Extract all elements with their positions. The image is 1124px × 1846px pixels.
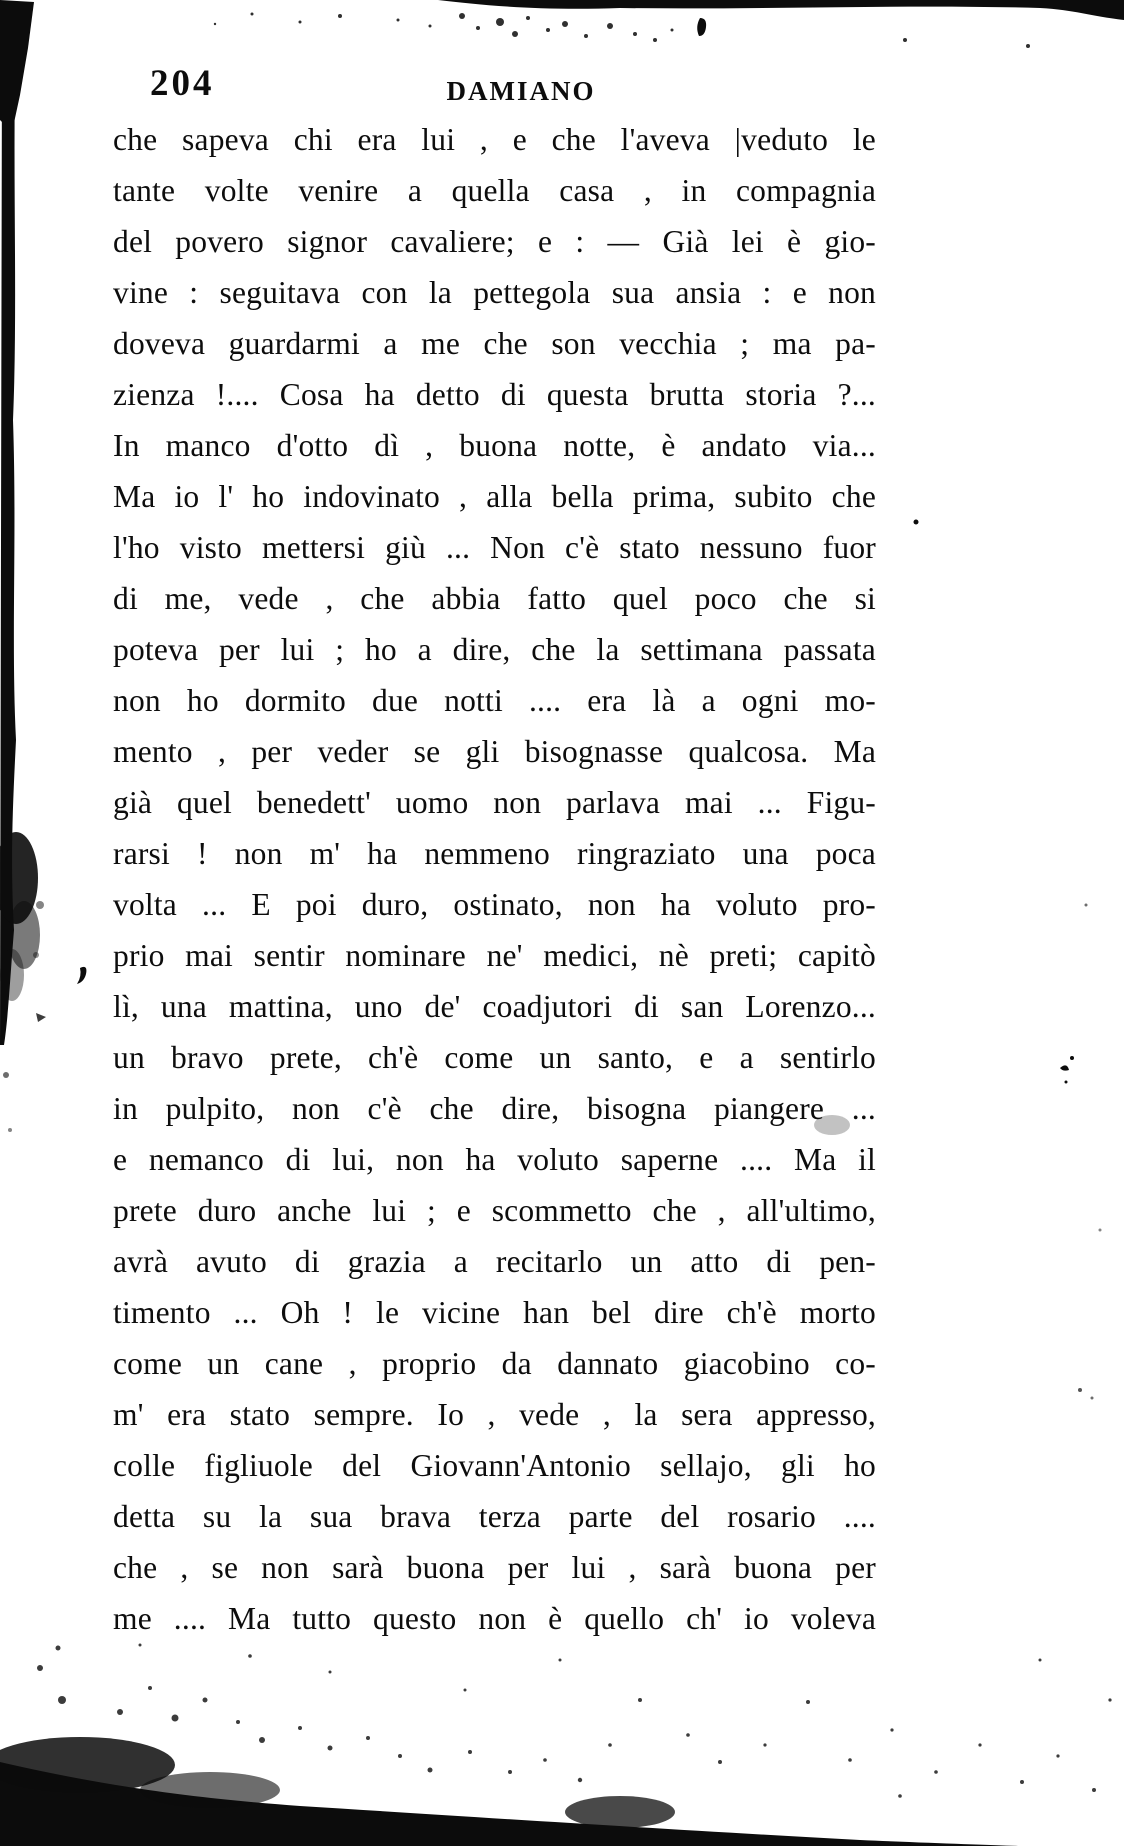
text-line: di me, vede , che abbia fatto quel poco che si — [113, 581, 876, 616]
text-line: mento , per veder se gli bisognasse qualcosa. Ma — [113, 734, 876, 769]
text-line: che , se non sarà buona per lui , sarà buona per — [113, 1550, 876, 1585]
text-line: prio mai sentir nominare ne' medici, nè preti; capitò — [113, 938, 876, 973]
text-line: tante volte venire a quella casa , in compagnia — [113, 173, 876, 208]
text-line: l'ho visto mettersi giù ... Non c'è stato nessuno fuor — [113, 530, 876, 565]
text-line: poteva per lui ; ho a dire, che la settimana passata — [113, 632, 876, 667]
text-line: me .... Ma tutto questo non è quello ch' io voleva — [113, 1601, 876, 1636]
text-line: non ho dormito due notti .... era là a ogni mo- — [113, 683, 876, 718]
text-line: già quel benedett' uomo non parlava mai ... Figu- — [113, 785, 876, 820]
text-line: colle figliuole del Giovann'Antonio sellajo, gli ho — [113, 1448, 876, 1483]
text-line: lì, una mattina, uno de' coadjutori di san Lorenzo... — [113, 989, 876, 1024]
text-line: doveva guardarmi a me che son vecchia ; ma pa- — [113, 326, 876, 361]
text-line: che sapeva chi era lui , e che l'aveva |veduto le — [113, 122, 876, 157]
text-line: un bravo prete, ch'è come un santo, e a sentirlo — [113, 1040, 876, 1075]
text-line: come un cane , proprio da dannato giacobino co- — [113, 1346, 876, 1381]
text-line: m' era stato sempre. Io , vede , la sera appresso, — [113, 1397, 876, 1432]
page-number: 204 — [150, 63, 215, 104]
text-line: in pulpito, non c'è che dire, bisogna piangere ... — [113, 1091, 876, 1126]
text-line: rarsi ! non m' ha nemmeno ringraziato una poca — [113, 836, 876, 871]
text-line: zienza !.... Cosa ha detto di questa brutta storia ?... — [113, 377, 876, 412]
running-title: DAMIANO — [446, 76, 596, 106]
text-line: vine : seguitava con la pettegola sua ansia : e non — [113, 275, 876, 310]
page-header — [0, 0, 1124, 120]
text-line: detta su la sua brava terza parte del rosario .... — [113, 1499, 876, 1534]
body-text — [113, 114, 876, 1644]
text-line: del povero signor cavaliere; e : — Già lei è gio- — [113, 224, 876, 259]
text-line: In manco d'otto dì , buona notte, è andato via... — [113, 428, 876, 463]
text-line: Ma io l' ho indovinato , alla bella prima, subito che — [113, 479, 876, 514]
text-line: prete duro anche lui ; e scommetto che , all'ultimo, — [113, 1193, 876, 1228]
text-line: timento ... Oh ! le vicine han bel dire ch'è morto — [113, 1295, 876, 1330]
text-line: volta ... E poi duro, ostinato, non ha voluto pro- — [113, 887, 876, 922]
text-line: e nemanco di lui, non ha voluto saperne .... Ma il — [113, 1142, 876, 1177]
text-line: avrà avuto di grazia a recitarlo un atto di pen- — [113, 1244, 876, 1279]
